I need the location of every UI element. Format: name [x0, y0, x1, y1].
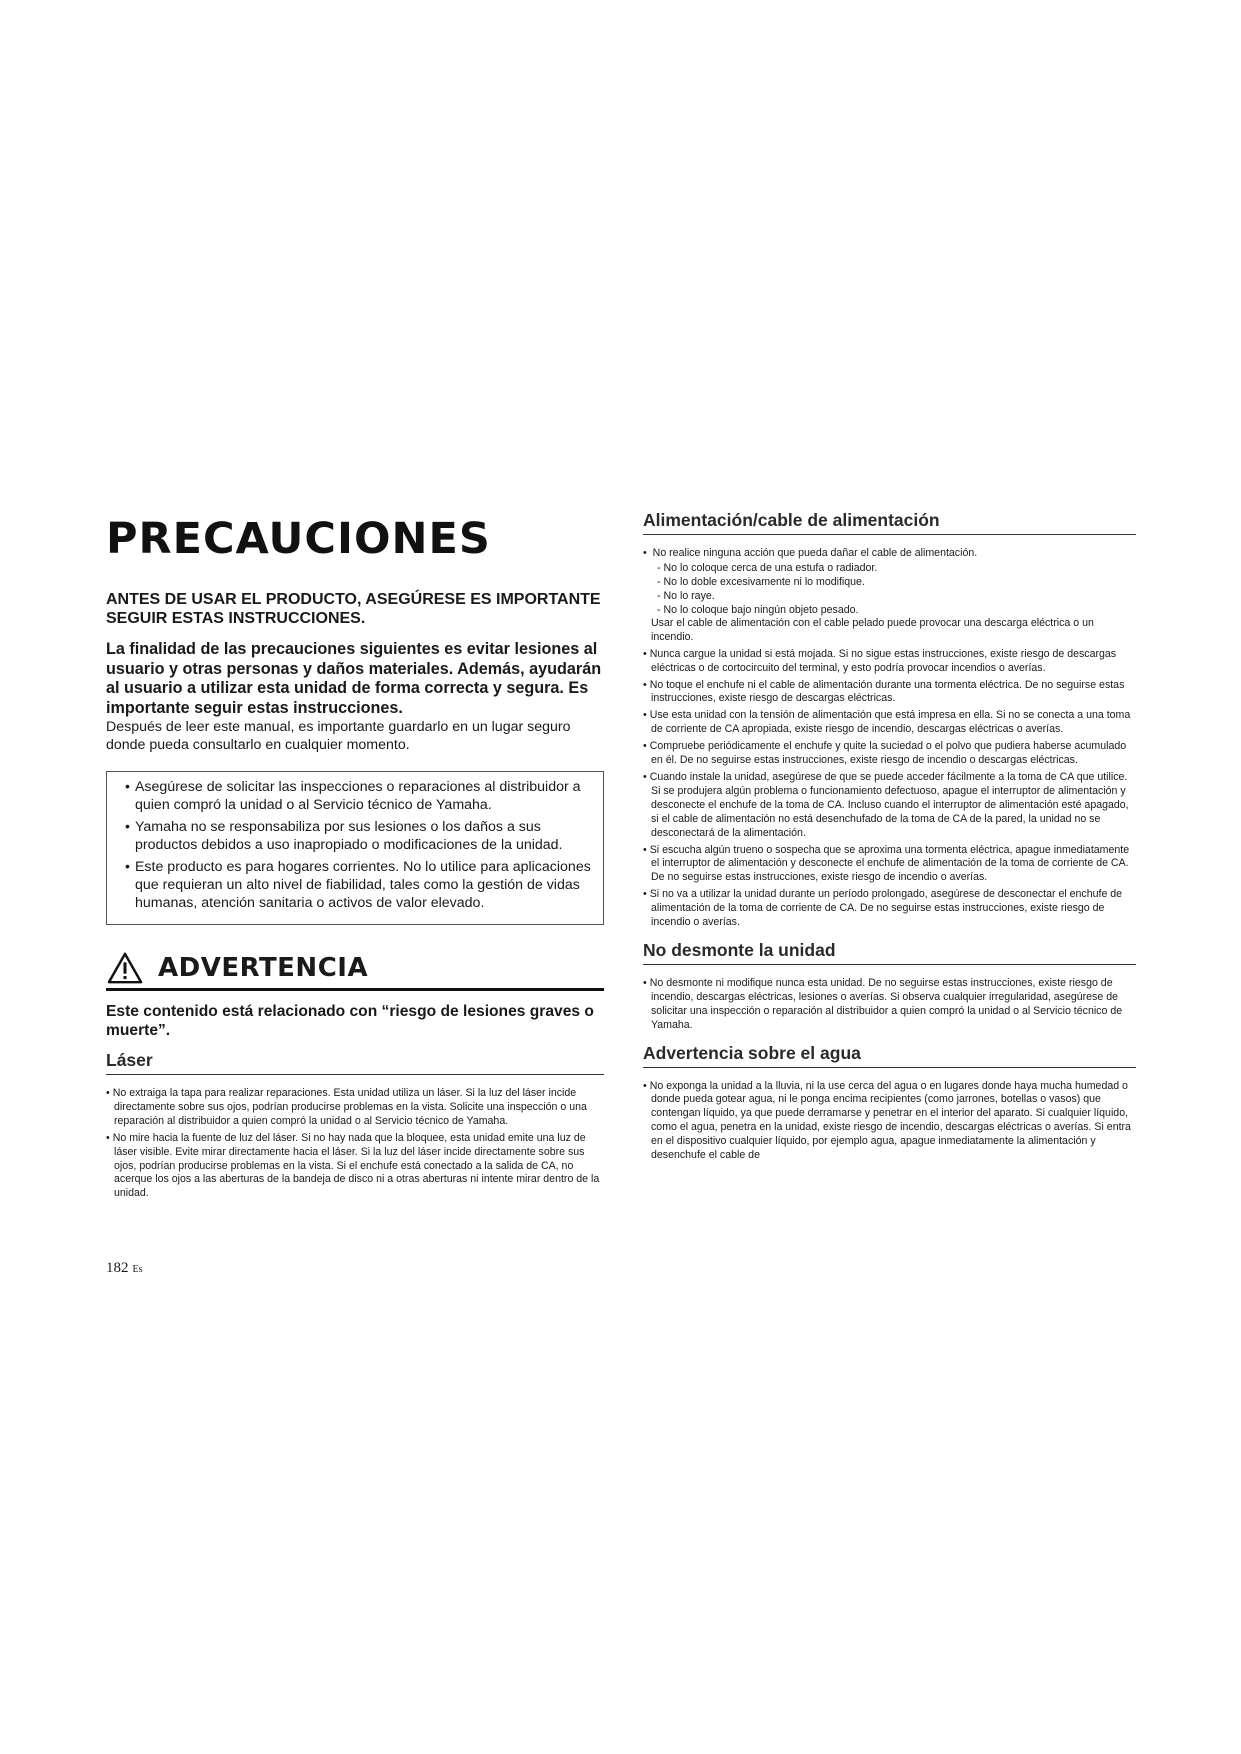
sub-item: - No lo raye. — [657, 589, 1136, 603]
laser-heading: Láser — [106, 1050, 604, 1075]
page-footer — [106, 1260, 143, 1277]
page-title: PRECAUCIONES — [106, 514, 491, 564]
page-number: 182 — [106, 1260, 129, 1276]
notice-box — [106, 771, 604, 925]
notice-item: • Asegúrese de solicitar las inspecciones o reparaciones al distribuidor a quien compró la unidad o al Servicio técnico de Yamaha. — [121, 778, 593, 814]
water-heading: Advertencia sobre el agua — [643, 1043, 1136, 1068]
power-first-text: No realice ninguna acción que pueda dañar el cable de alimentación. — [652, 547, 978, 559]
disassemble-list — [643, 977, 1136, 1033]
laser-list — [106, 1087, 604, 1201]
list-item: • Si no va a utilizar la unidad durante un período prolongado, asegúrese de desconectar el enchufe de alimentación de la toma de corriente de CA. De no seguirse estas instrucciones, existe riesgo de incendio o averías. — [643, 888, 1136, 930]
list-item: • No toque el enchufe ni el cable de alimentación durante una tormenta eléctrica. De no seguirse estas instrucciones, existe riesgo de descargas eléctricas. — [643, 679, 1136, 707]
left-column — [106, 510, 604, 1211]
warning-header — [106, 951, 604, 991]
warning-subtitle: Este contenido está relacionado con “riesgo de lesiones graves o muerte”. — [106, 1003, 594, 1039]
sub-item: - No lo doble excesivamente ni lo modifique. — [657, 575, 1136, 589]
warning-title: ADVERTENCIA — [158, 953, 369, 983]
warning-triangle-icon — [106, 951, 144, 985]
notice-item: • Este producto es para hogares corrientes. No lo utilice para aplicaciones que requieran un alto nivel de fiabilidad, tales como la gestión de vidas humanas, atención sanitaria o activos de valor elevado. — [121, 858, 593, 912]
power-sublist — [651, 561, 1136, 617]
sub-item: - No lo coloque cerca de una estufa o radiador. — [657, 561, 1136, 575]
water-list — [643, 1080, 1136, 1163]
list-item: • No mire hacia la fuente de luz del láser. Si no hay nada que la bloquee, esta unidad emite una luz de láser visible. Evite mirar directamente hacia el láser. Si la luz del láser incide directamente sobre sus ojos, podrían producirse problemas en la vista. Si el enchufe está conectado a la salida de CA, no acerque los ojos a las aberturas de la bandeja de disco ni a otras aberturas ni intente mirar dentro de la unidad. — [106, 1132, 604, 1202]
purpose-paragraph: La finalidad de las precauciones siguientes es evitar lesiones al usuario y otras personas y daños materiales. Además, ayudarán al usuario a utilizar esta unidad de forma correcta y segura. Es importante seguir estas instrucciones. — [106, 640, 602, 717]
sub-item: - No lo coloque bajo ningún objeto pesado. — [657, 603, 1136, 617]
disassemble-heading: No desmonte la unidad — [643, 940, 1136, 965]
power-list — [643, 547, 1136, 930]
right-column — [643, 510, 1136, 1173]
list-item: • Nunca cargue la unidad si está mojada. Si no sigue estas instrucciones, existe riesgo de descargas eléctricas o de cortocircuito del terminal, y esto podría provocar incendios o averías. — [643, 648, 1136, 676]
power-heading: Alimentación/cable de alimentación — [643, 510, 1136, 535]
list-item: • Compruebe periódicamente el enchufe y quite la suciedad o el polvo que pudiera haberse acumulado en él. De no seguirse estas instrucciones, existe riesgo de incendio o descargas eléctricas. — [643, 740, 1136, 768]
caps-notice: ANTES DE USAR EL PRODUCTO, ASEGÚRESE ES IMPORTANTE SEGUIR ESTAS INSTRUCCIONES. — [106, 591, 601, 627]
language-code: Es — [132, 1264, 143, 1275]
list-item: • Cuando instale la unidad, asegúrese de que se puede acceder fácilmente a la toma de CA que utilice. Si se produjera algún problema o funcionamiento defectuoso, apague el interruptor de alimentación y desconecte el enchufe de la toma de CA. Incluso cuando el interruptor de alimentación esté apagado, si el cable de alimentación no está desenchufado de la toma de CA de la pared, la unidad no se desconectará de la alimentación. — [643, 771, 1136, 841]
keep-manual-paragraph: Después de leer este manual, es importante guardarlo en un lugar seguro donde pueda consultarlo en cualquier momento. — [106, 719, 571, 753]
notice-item: • Yamaha no se responsabiliza por sus lesiones o los daños a sus productos debidos a uso inapropiado o modificaciones de la unidad. — [121, 818, 593, 854]
list-item: • No exponga la unidad a la lluvia, ni la use cerca del agua o en lugares donde haya mucha humedad o donde pueda gotear agua, ni le ponga encima recipientes (como jarrones, botellas o vasos) que contengan líquido, ya que puede derramarse y penetrar en el interior del aparato. Si cualquier líquido, como el agua, penetra en la unidad, existe riesgo de incendio, descargas eléctricas o averías. Si entra en el dispositivo cualquier líquido, por ejemplo agua, apague inmediatamente la alimentación y desenchufe el cable de — [643, 1080, 1136, 1163]
list-item: • Si escucha algún trueno o sospecha que se aproxima una tormenta eléctrica, apague inmediatamente el interruptor de alimentación y desconecte el enchufe de alimentación de la toma de corriente de CA. De no seguirse estas instrucciones, existe riesgo de incendio o averías. — [643, 844, 1136, 886]
list-item — [643, 547, 1136, 645]
list-item: • Use esta unidad con la tensión de alimentación que está impresa en ella. Si no se conecta a una toma de corriente de CA apropiada, existe riesgo de incendio, descargas eléctricas o averías. — [643, 709, 1136, 737]
power-first-note: Usar el cable de alimentación con el cable pelado puede provocar una descarga eléctrica o un incendio. — [651, 616, 1094, 643]
list-item: • No extraiga la tapa para realizar reparaciones. Esta unidad utiliza un láser. Si la luz del láser incide directamente sobre sus ojos, podrían producirse problemas en la vista. Solicite una inspección o una reparación al distribuidor a quien compró la unidad o al Servicio técnico de Yamaha. — [106, 1087, 604, 1129]
list-item: • No desmonte ni modifique nunca esta unidad. De no seguirse estas instrucciones, existe riesgo de incendio, descargas eléctricas, lesiones o averías. Si observa cualquier irregularidad, asegúrese de solicitar una inspección o reparación al distribuidor a quien compró la unidad o al Servicio técnico de Yamaha. — [643, 977, 1136, 1033]
